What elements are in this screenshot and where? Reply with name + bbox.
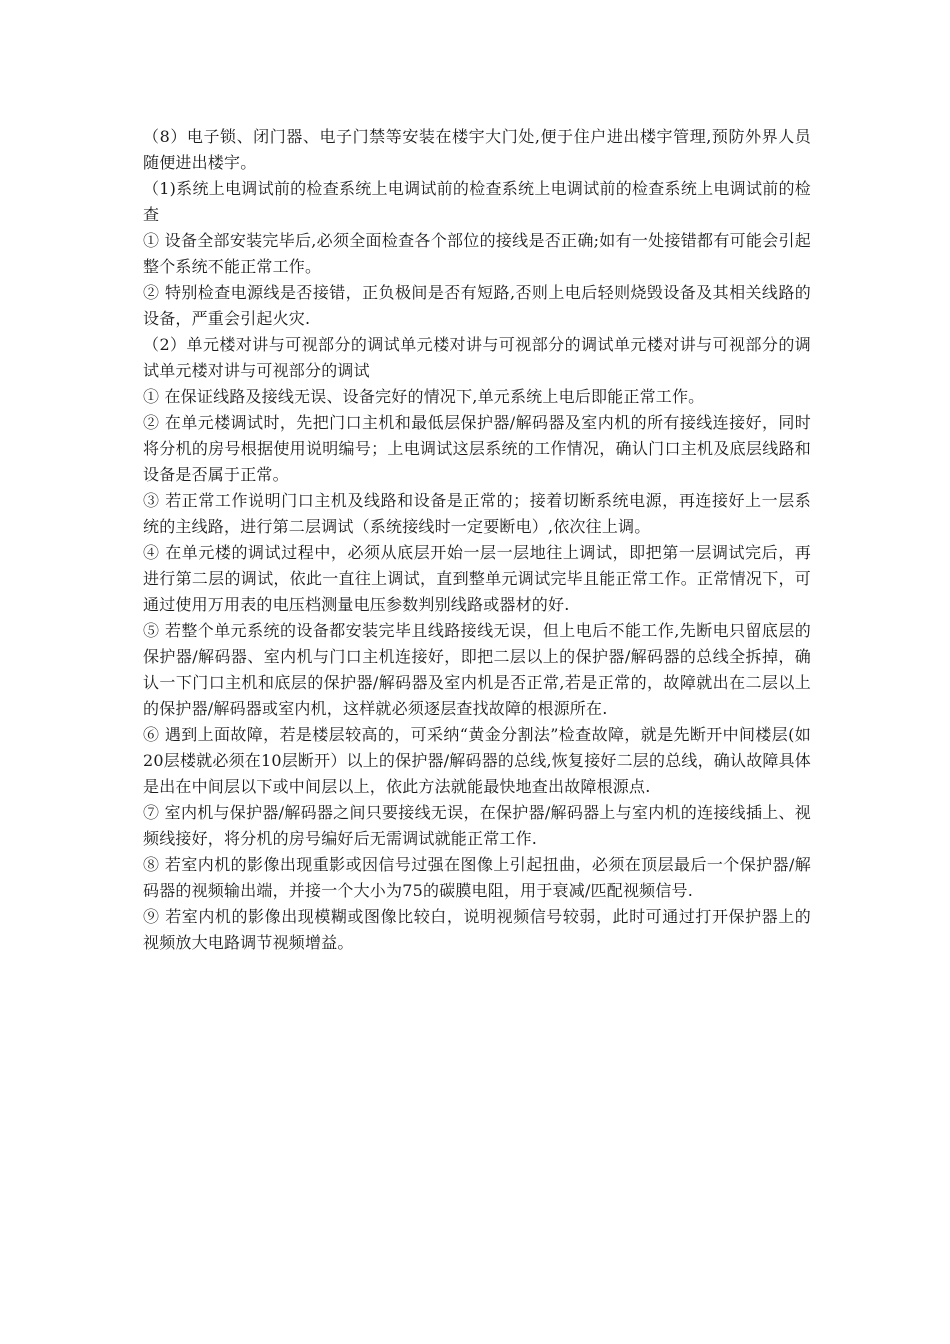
paragraph-unit-step-7: ⑦ 室内机与保护器/解码器之间只要接线无误，在保护器/解码器上与室内机的连接线插上、视频线接好，将分机的房号编好后无需调试就能正常工作.: [143, 803, 811, 848]
paragraph-unit-step-8: ⑧ 若室内机的影像出现重影或因信号过强在图像上引起扭曲，必须在顶层最后一个保护器/解码器的视频输出端，并接一个大小为75的碳膜电阻，用于衰减/匹配视频信号.: [143, 855, 811, 900]
heading-power-on-check: （1)系统上电调试前的检查系统上电调试前的检查系统上电调试前的检查系统上电调试前的检查: [143, 179, 811, 224]
document-body: [143, 124, 811, 956]
paragraph-check-power-line: ② 特别检查电源线是否接错，正负极间是否有短路,否则上电后轻则烧毁设备及其相关线路的设备，严重会引起火灾.: [143, 283, 811, 328]
heading-unit-intercom-debug: （2）单元楼对讲与可视部分的调试单元楼对讲与可视部分的调试单元楼对讲与可视部分的调试单元楼对讲与可视部分的调试: [143, 335, 811, 380]
paragraph-unit-step-2: ② 在单元楼调试时，先把门口主机和最低层保护器/解码器及室内机的所有接线连接好，同时将分机的房号根据使用说明编号；上电调试这层系统的工作情况，确认门口主机及底层线路和设备是否属于正常。: [143, 413, 811, 484]
paragraph-unit-step-3: ③ 若正常工作说明门口主机及线路和设备是正常的；接着切断系统电源，再连接好上一层系统的主线路，进行第二层调试（系统接线时一定要断电）,依次往上调。: [143, 491, 811, 536]
paragraph-check-wiring: ① 设备全部安装完毕后,必须全面检查各个部位的接线是否正确;如有一处接错都有可能会引起整个系统不能正常工作。: [143, 231, 811, 276]
paragraph-unit-step-5: ⑤ 若整个单元系统的设备都安装完毕且线路接线无误，但上电后不能工作,先断电只留底层的保护器/解码器、室内机与门口主机连接好，即把二层以上的保护器/解码器的总线全拆掉，确认一下门口主机和底层的保护器/解码器及室内机是否正常,若是正常的，故障就出在二层以上的保护器/解码器或室内机，这样就必须逐层查找故障的根源所在.: [143, 621, 811, 718]
paragraph-electronic-lock: （8）电子锁、闭门器、电子门禁等安装在楼宇大门处,便于住户进出楼宇管理,预防外界人员随便进出楼宇。: [143, 127, 811, 172]
paragraph-unit-step-4: ④ 在单元楼的调试过程中，必须从底层开始一层一层地往上调试，即把第一层调试完后，再进行第二层的调试，依此一直往上调试，直到整单元调试完毕且能正常工作。正常情况下，可通过使用万用表的电压档测量电压参数判别线路或器材的好.: [143, 543, 811, 614]
paragraph-unit-step-9: ⑨ 若室内机的影像出现模糊或图像比较白，说明视频信号较弱，此时可通过打开保护器上的视频放大电路调节视频增益。: [143, 907, 811, 952]
paragraph-unit-step-6: ⑥ 遇到上面故障，若是楼层较高的，可采纳“黄金分割法”检查故障，就是先断开中间楼层(如20层楼就必须在10层断开）以上的保护器/解码器的总线,恢复接好二层的总线，确认故障具体是出在中间层以下或中间层以上，依此方法就能最快地查出故障根源点.: [143, 725, 811, 796]
paragraph-unit-step-1: ① 在保证线路及接线无误、设备完好的情况下,单元系统上电后即能正常工作。: [143, 387, 705, 406]
